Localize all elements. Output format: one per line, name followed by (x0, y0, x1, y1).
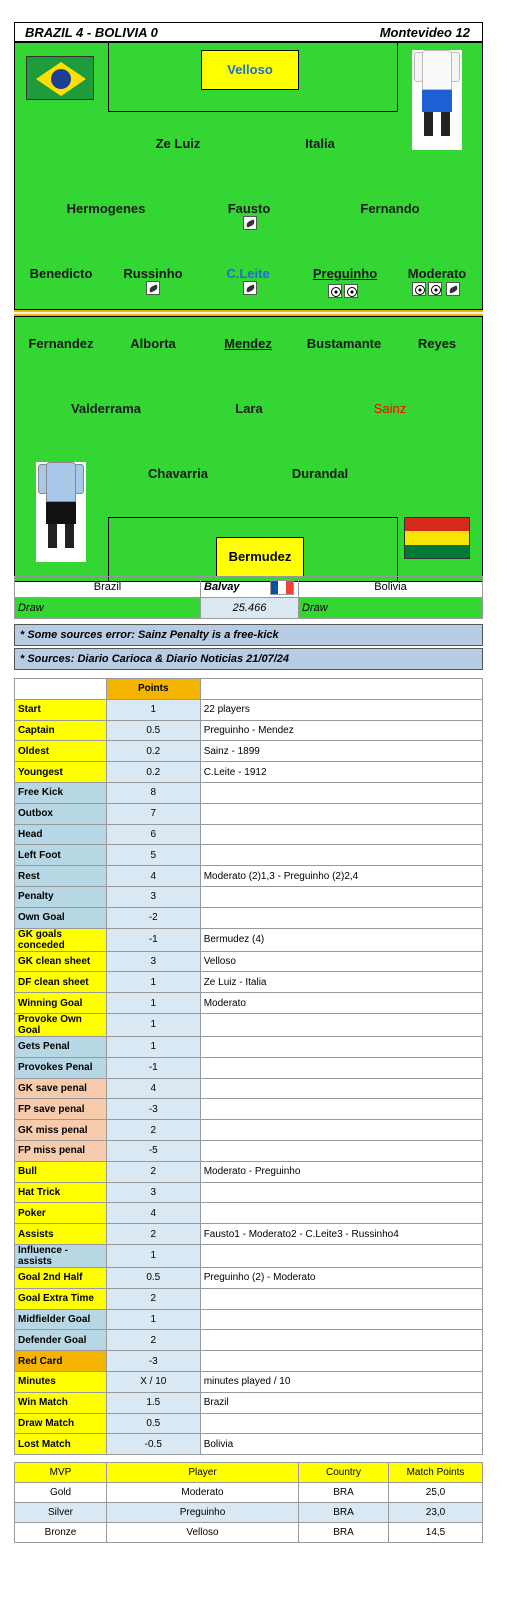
home-team: Brazil (15, 577, 201, 598)
mvp-player: Velloso (107, 1523, 299, 1543)
referee-cell (201, 577, 299, 598)
points-rule-detail: Bolivia (200, 1434, 482, 1455)
points-rule-detail: Sainz - 1899 (200, 741, 482, 762)
attendance: 25.466 (201, 598, 299, 619)
points-rule-name: Assists (15, 1224, 107, 1245)
points-rule-value: 1 (106, 1309, 200, 1330)
points-rule-detail (200, 907, 482, 928)
points-rule-value: 4 (106, 866, 200, 887)
points-row (15, 1120, 483, 1141)
player-c-leite: C.Leite (226, 266, 270, 281)
away-result: Draw (299, 598, 483, 619)
points-rule-detail: 22 players (200, 699, 482, 720)
player-bustamante: Bustamante (306, 336, 382, 351)
player-reyes: Reyes (417, 336, 457, 351)
points-rule-detail (200, 1057, 482, 1078)
points-rule-value: 3 (106, 951, 200, 972)
points-rule-value: 0.2 (106, 762, 200, 783)
mvp-player: Preguinho (107, 1503, 299, 1523)
bolivia-kit-icon (36, 462, 86, 562)
points-rule-name: Draw Match (15, 1413, 107, 1434)
points-row (15, 1288, 483, 1309)
points-rule-name: GK goals conceded (15, 928, 107, 951)
points-rule-detail (200, 1182, 482, 1203)
points-rule-value: -3 (106, 1099, 200, 1120)
points-row (15, 972, 483, 993)
points-rule-name: Bull (15, 1161, 107, 1182)
points-row (15, 1330, 483, 1351)
points-rule-detail (200, 824, 482, 845)
points-rule-value: 1 (106, 972, 200, 993)
points-rule-name: Captain (15, 720, 107, 741)
player-sainz: Sainz (373, 401, 407, 416)
match-info (14, 576, 483, 619)
points-rule-value: 1 (106, 1244, 200, 1267)
points-row (15, 1413, 483, 1434)
points-rule-value: -0.5 (106, 1434, 200, 1455)
note-sources: * Sources: Diario Carioca & Diario Noticias 21/07/24 (14, 648, 483, 670)
points-rule-name: Hat Trick (15, 1182, 107, 1203)
points-row (15, 741, 483, 762)
points-rule-name: GK miss penal (15, 1120, 107, 1141)
points-rule-detail (200, 1244, 482, 1267)
points-rule-name: Start (15, 699, 107, 720)
mvp-row (15, 1483, 483, 1503)
points-rule-name: Influence - assists (15, 1244, 107, 1267)
points-rule-value: 0.2 (106, 741, 200, 762)
points-rule-value: 1 (106, 1013, 200, 1036)
player-chavarria: Chavarria (148, 466, 208, 481)
points-rule-name: Red Card (15, 1351, 107, 1372)
brazil-kit-icon (412, 50, 462, 150)
points-rule-name: Gets Penal (15, 1036, 107, 1057)
points-rule-detail (200, 1120, 482, 1141)
points-rule-detail: minutes played / 10 (200, 1371, 482, 1392)
points-row (15, 928, 483, 951)
points-rule-value: -1 (106, 1057, 200, 1078)
player-ze-luiz: Ze Luiz (155, 136, 201, 151)
points-rule-name: Rest (15, 866, 107, 887)
boot-icon (146, 281, 160, 295)
points-row (15, 866, 483, 887)
match-score: BRAZIL 4 - BOLIVIA 0 (25, 25, 158, 40)
points-rule-name: Provoke Own Goal (15, 1013, 107, 1036)
points-rule-name: Head (15, 824, 107, 845)
points-rule-name: Left Foot (15, 845, 107, 866)
points-rule-value: 3 (106, 886, 200, 907)
points-rule-value: -3 (106, 1351, 200, 1372)
points-row (15, 1351, 483, 1372)
player-bermudez: Bermudez (216, 537, 304, 577)
mvp-header-rank: MVP (15, 1463, 107, 1483)
points-rule-name: GK clean sheet (15, 951, 107, 972)
points-rule-detail (200, 1036, 482, 1057)
mvp-country: BRA (299, 1483, 389, 1503)
mvp-points: 14,5 (389, 1523, 483, 1543)
points-rule-detail (200, 1099, 482, 1120)
mvp-country: BRA (299, 1523, 389, 1543)
points-rule-value: 4 (106, 1078, 200, 1099)
bolivia-flag-icon (404, 517, 470, 559)
away-team: Bolivia (299, 577, 483, 598)
points-rule-value: 2 (106, 1120, 200, 1141)
points-row (15, 1244, 483, 1267)
mvp-header-points: Match Points (389, 1463, 483, 1483)
mvp-rank: Gold (15, 1483, 107, 1503)
player-durandal: Durandal (291, 466, 349, 481)
points-rule-value: 4 (106, 1203, 200, 1224)
points-rule-value: X / 10 (106, 1371, 200, 1392)
points-rule-name: Oldest (15, 741, 107, 762)
ball-icon (344, 284, 358, 298)
points-row (15, 1078, 483, 1099)
points-rule-value: 0.5 (106, 1413, 200, 1434)
points-rule-value: 1 (106, 993, 200, 1014)
player-velloso: Velloso (201, 50, 299, 90)
points-row (15, 803, 483, 824)
player-italia: Italia (305, 136, 335, 151)
points-rule-detail: Preguinho - Mendez (200, 720, 482, 741)
points-rule-value: 1 (106, 699, 200, 720)
points-header: Points (106, 679, 200, 700)
points-row (15, 993, 483, 1014)
points-table (14, 678, 483, 1455)
points-rule-detail (200, 1078, 482, 1099)
referee-name: Balvay (204, 581, 240, 593)
brazil-flag-icon (26, 56, 94, 100)
points-rule-detail (200, 1203, 482, 1224)
points-rule-detail (200, 1288, 482, 1309)
player-preguinho: Preguinho (312, 266, 378, 281)
boot-icon (243, 281, 257, 295)
mvp-table (14, 1462, 483, 1543)
points-row (15, 762, 483, 783)
mvp-rank: Bronze (15, 1523, 107, 1543)
points-rule-value: 2 (106, 1288, 200, 1309)
points-row (15, 1036, 483, 1057)
points-row (15, 1013, 483, 1036)
points-row (15, 845, 483, 866)
points-rule-detail: Velloso (200, 951, 482, 972)
points-row (15, 782, 483, 803)
points-rule-value: 5 (106, 845, 200, 866)
player-benedicto: Benedicto (29, 266, 93, 281)
player-mendez: Mendez (224, 336, 272, 351)
points-row (15, 1161, 483, 1182)
match-title-bar (14, 22, 483, 42)
mvp-points: 23,0 (389, 1503, 483, 1523)
points-rule-detail: Moderato (2)1,3 - Preguinho (2)2,4 (200, 866, 482, 887)
points-rule-name: Goal 2nd Half (15, 1267, 107, 1288)
points-rule-detail: C.Leite - 1912 (200, 762, 482, 783)
player-alborta: Alborta (130, 336, 176, 351)
france-flag-icon (270, 580, 294, 595)
points-header-blank (15, 679, 107, 700)
mvp-row (15, 1523, 483, 1543)
points-rule-detail (200, 886, 482, 907)
player-valderrama: Valderrama (70, 401, 142, 416)
player-lara: Lara (235, 401, 263, 416)
points-rule-detail: Moderato (200, 993, 482, 1014)
points-rule-name: Free Kick (15, 782, 107, 803)
mvp-row (15, 1503, 483, 1523)
points-rule-name: Win Match (15, 1392, 107, 1413)
mvp-points: 25,0 (389, 1483, 483, 1503)
points-rule-name: Lost Match (15, 1434, 107, 1455)
points-rule-name: FP miss penal (15, 1140, 107, 1161)
points-rule-name: Own Goal (15, 907, 107, 928)
player-fernando: Fernando (360, 201, 420, 216)
points-rule-name: Outbox (15, 803, 107, 824)
points-rule-detail (200, 782, 482, 803)
points-rule-name: DF clean sheet (15, 972, 107, 993)
mvp-header-player: Player (107, 1463, 299, 1483)
points-row (15, 1224, 483, 1245)
points-rule-detail (200, 1309, 482, 1330)
mvp-player: Moderato (107, 1483, 299, 1503)
points-rule-value: 0.5 (106, 720, 200, 741)
note-penalty: * Some sources error: Sainz Penalty is a free-kick (14, 624, 483, 646)
points-rule-value: -5 (106, 1140, 200, 1161)
player-moderato: Moderato (407, 266, 467, 281)
points-rule-value: -1 (106, 928, 200, 951)
points-rule-value: 1 (106, 1036, 200, 1057)
points-row (15, 699, 483, 720)
points-row (15, 1203, 483, 1224)
points-rule-value: 8 (106, 782, 200, 803)
points-rule-value: 7 (106, 803, 200, 824)
match-venue: Montevideo 12 (379, 25, 470, 40)
player-hermogenes: Hermogenes (66, 201, 146, 216)
points-rule-value: -2 (106, 907, 200, 928)
points-row (15, 1182, 483, 1203)
mvp-country: BRA (299, 1503, 389, 1523)
points-rule-detail: Moderato - Preguinho (200, 1161, 482, 1182)
points-row (15, 1057, 483, 1078)
points-rule-value: 1.5 (106, 1392, 200, 1413)
points-rule-detail (200, 845, 482, 866)
points-rule-detail (200, 1140, 482, 1161)
points-rule-name: Provokes Penal (15, 1057, 107, 1078)
points-row (15, 886, 483, 907)
points-rule-detail (200, 1013, 482, 1036)
points-rule-detail: Preguinho (2) - Moderato (200, 1267, 482, 1288)
points-rule-name: Penalty (15, 886, 107, 907)
points-rule-name: FP save penal (15, 1099, 107, 1120)
points-rule-value: 3 (106, 1182, 200, 1203)
points-rule-detail (200, 1413, 482, 1434)
points-row (15, 1309, 483, 1330)
home-result: Draw (15, 598, 201, 619)
boot-icon (446, 282, 460, 296)
points-rule-value: 2 (106, 1161, 200, 1182)
points-rule-detail: Bermudez (4) (200, 928, 482, 951)
points-rule-name: Winning Goal (15, 993, 107, 1014)
points-row (15, 907, 483, 928)
points-rule-detail (200, 1351, 482, 1372)
points-row (15, 1434, 483, 1455)
points-rule-detail (200, 1330, 482, 1351)
points-row (15, 1371, 483, 1392)
points-rule-name: Goal Extra Time (15, 1288, 107, 1309)
boot-icon (243, 216, 257, 230)
player-fausto: Fausto (227, 201, 271, 216)
points-rule-value: 2 (106, 1224, 200, 1245)
points-rule-value: 0.5 (106, 1267, 200, 1288)
points-rule-detail: Ze Luiz - Italia (200, 972, 482, 993)
points-rule-detail: Brazil (200, 1392, 482, 1413)
points-header-detail (200, 679, 482, 700)
player-fernandez: Fernandez (28, 336, 94, 351)
points-row (15, 1267, 483, 1288)
points-row (15, 1392, 483, 1413)
player-russinho: Russinho (123, 266, 183, 281)
points-row (15, 824, 483, 845)
points-rule-detail: Fausto1 - Moderato2 - C.Leite3 - Russinho4 (200, 1224, 482, 1245)
points-rule-detail (200, 803, 482, 824)
points-row (15, 1140, 483, 1161)
points-rule-value: 2 (106, 1330, 200, 1351)
points-rule-name: Minutes (15, 1371, 107, 1392)
ball-icon (428, 282, 442, 296)
points-rule-name: Youngest (15, 762, 107, 783)
ball-icon (412, 282, 426, 296)
mvp-header-country: Country (299, 1463, 389, 1483)
points-rule-name: Defender Goal (15, 1330, 107, 1351)
ball-icon (328, 284, 342, 298)
points-rule-name: Midfielder Goal (15, 1309, 107, 1330)
points-row (15, 1099, 483, 1120)
points-rule-name: GK save penal (15, 1078, 107, 1099)
points-row (15, 720, 483, 741)
points-rule-value: 6 (106, 824, 200, 845)
mvp-rank: Silver (15, 1503, 107, 1523)
points-row (15, 951, 483, 972)
points-rule-name: Poker (15, 1203, 107, 1224)
